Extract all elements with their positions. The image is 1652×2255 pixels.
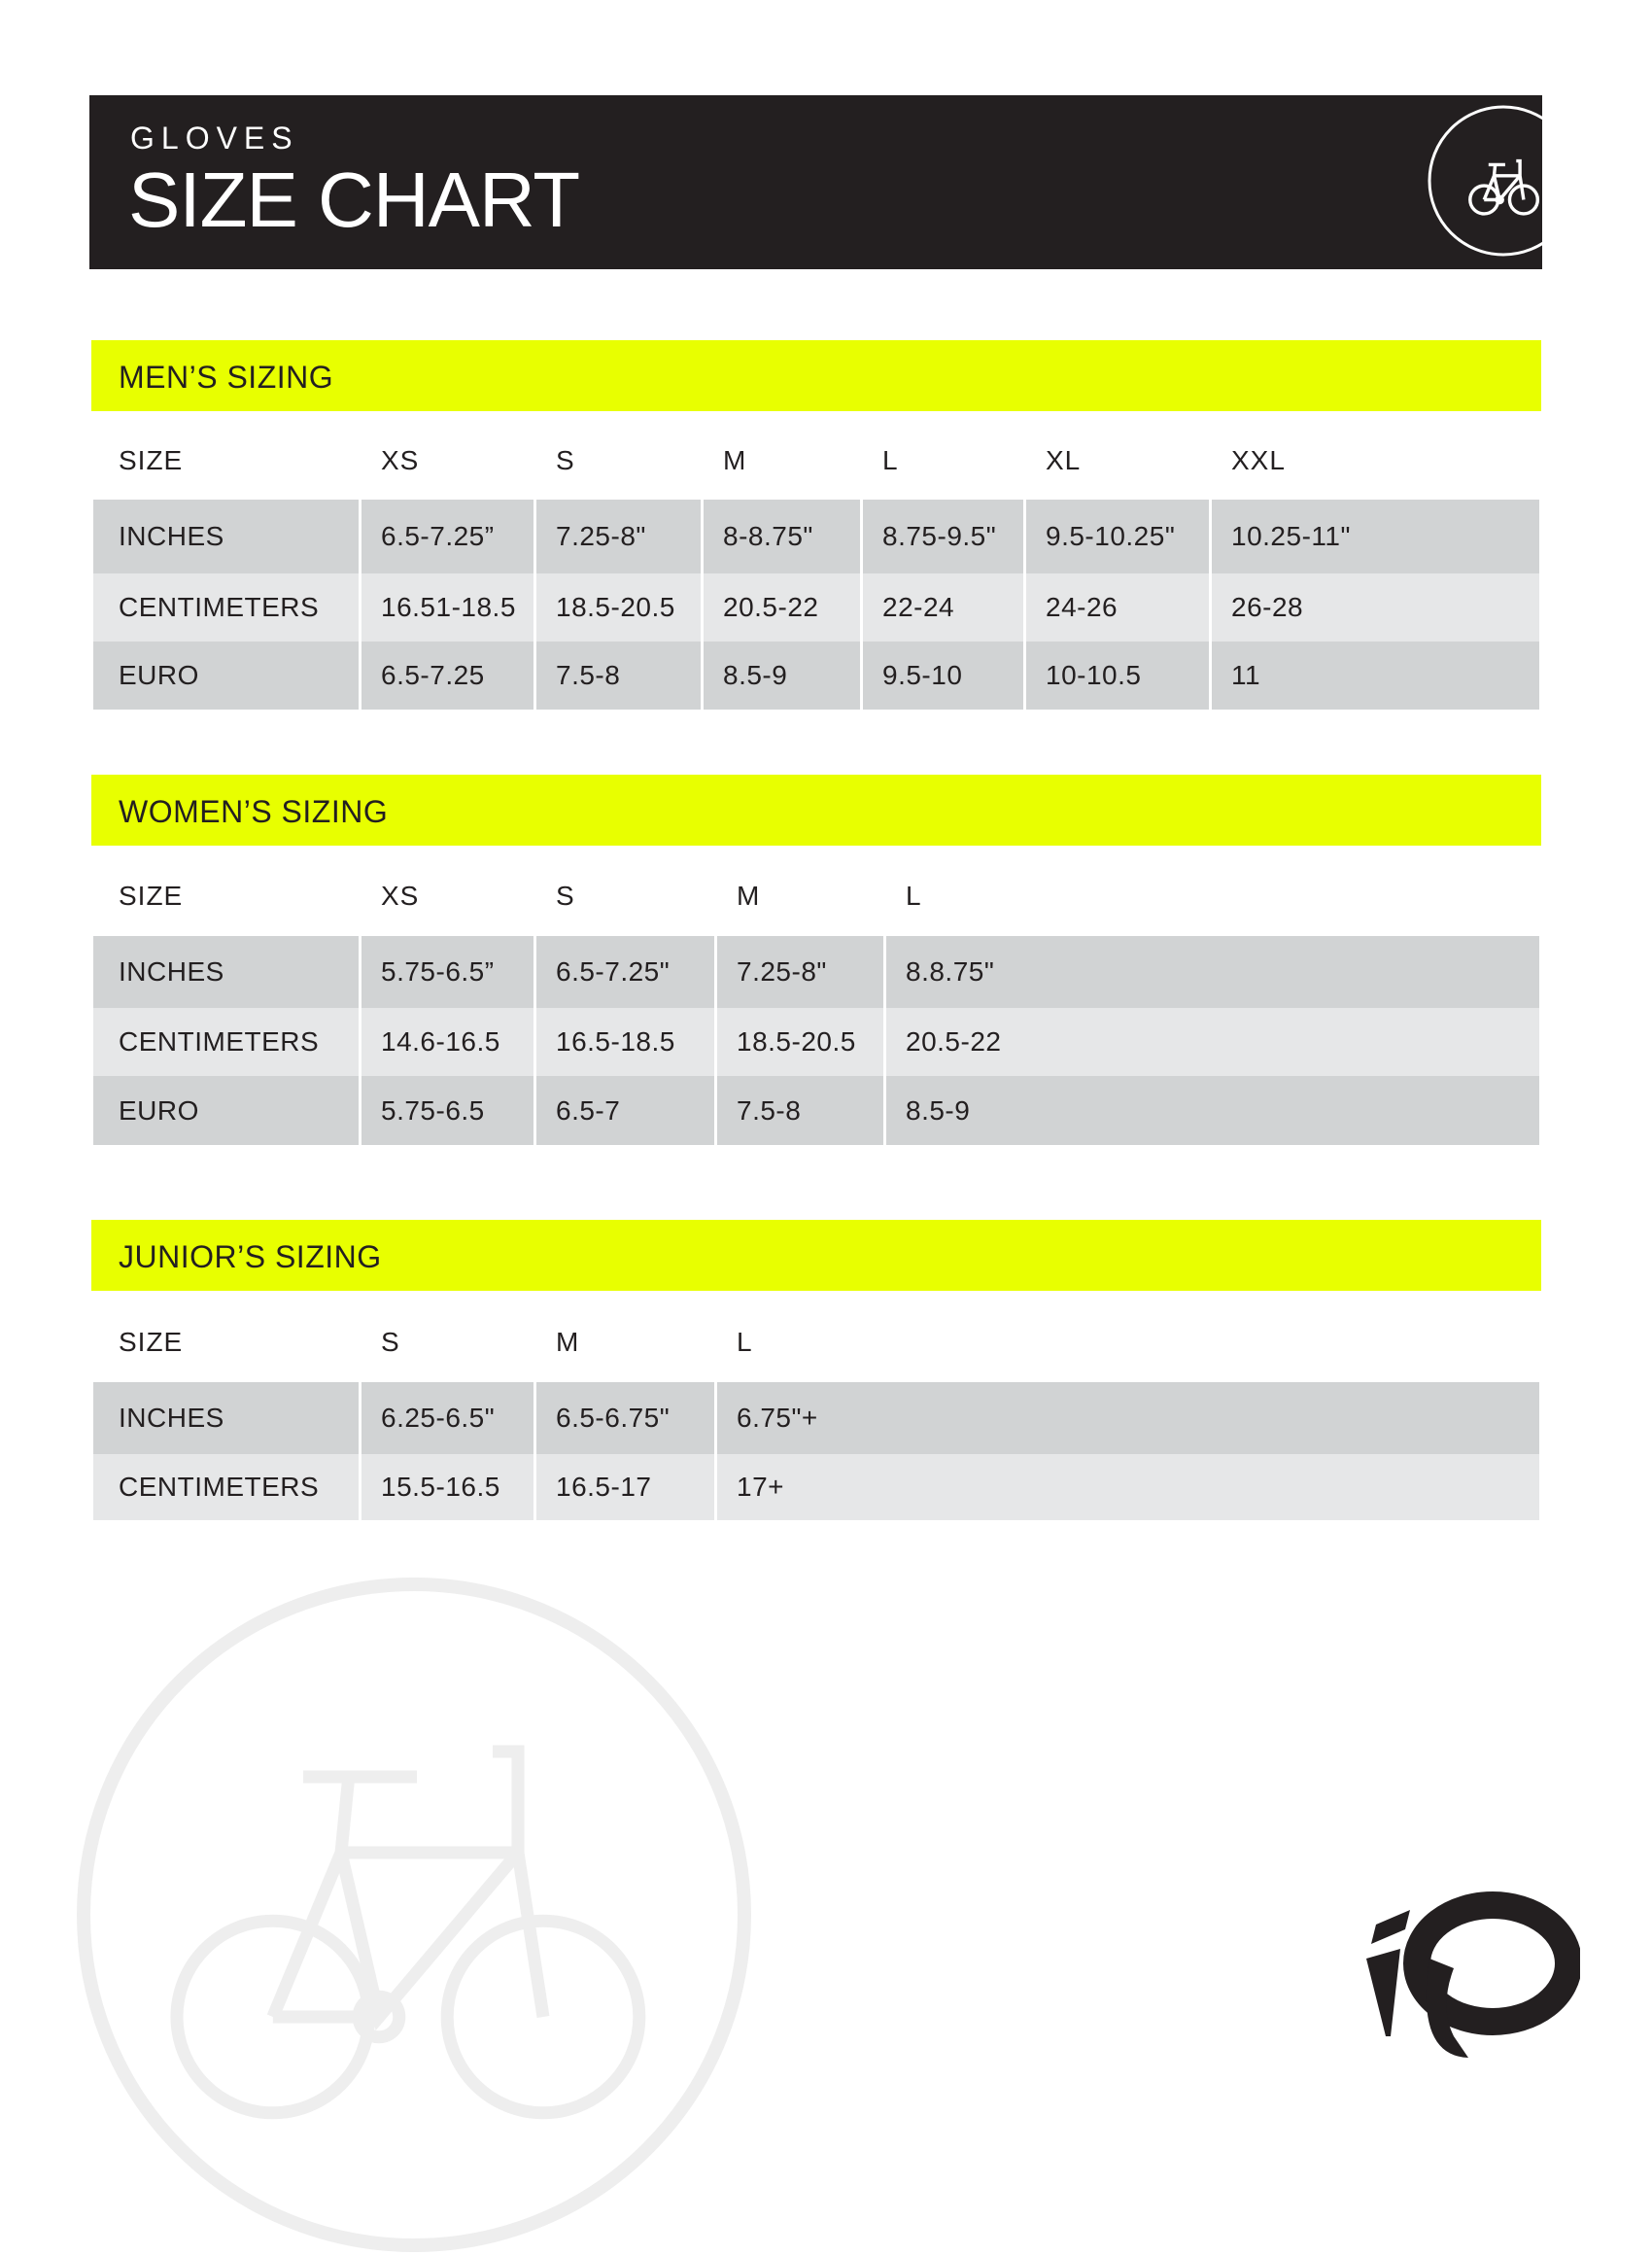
table-cell: 9.5-10	[863, 642, 1023, 710]
table-cell: 7.5-8	[717, 1076, 883, 1145]
table-cell: 5.75-6.5	[361, 1076, 533, 1145]
table-cell: 7.25-8"	[536, 500, 701, 573]
table-cell: 16.51-18.5	[361, 573, 533, 642]
row-label: CENTIMETERS	[93, 573, 359, 642]
row-label: EURO	[93, 1076, 359, 1145]
table-row	[93, 1382, 1539, 1454]
size-column-header: S	[556, 445, 575, 475]
row-label: INCHES	[93, 500, 359, 573]
table-cell: 16.5-17	[536, 1454, 714, 1520]
table-cell: 6.75"+	[717, 1382, 1539, 1454]
row-label: INCHES	[93, 1382, 359, 1454]
table-cell: 5.75-6.5”	[361, 936, 533, 1008]
table-row	[93, 573, 1539, 642]
table-cell: 6.5-7.25”	[361, 500, 533, 573]
womens-section-header	[91, 775, 1541, 846]
size-column-header: XL	[1046, 445, 1082, 475]
size-column-header: M	[723, 445, 747, 475]
table-row	[93, 642, 1539, 710]
size-label: SIZE	[119, 1327, 184, 1357]
header-banner	[89, 95, 1542, 269]
table-cell: 15.5-16.5	[361, 1454, 533, 1520]
table-cell: 16.5-18.5	[536, 1008, 714, 1076]
bicycle-icon	[1426, 103, 1542, 259]
table-cell: 7.5-8	[536, 642, 701, 710]
row-label: INCHES	[93, 936, 359, 1008]
juniors-section-header	[91, 1220, 1541, 1291]
table-cell: 17+	[717, 1454, 1539, 1520]
table-cell: 10-10.5	[1026, 642, 1209, 710]
size-column-header: L	[906, 881, 922, 911]
mens-size-header-row	[93, 445, 1541, 484]
section-title: MEN’S SIZING	[119, 360, 334, 395]
row-label: CENTIMETERS	[93, 1008, 359, 1076]
size-column-header: XS	[381, 881, 420, 911]
table-cell: 18.5-20.5	[536, 573, 701, 642]
size-column-header: XS	[381, 445, 420, 475]
womens-size-header-row	[93, 881, 1541, 919]
size-column-header: M	[737, 881, 761, 911]
size-column-header: L	[882, 445, 899, 475]
table-cell: 14.6-16.5	[361, 1008, 533, 1076]
table-cell: 8-8.75"	[704, 500, 860, 573]
table-cell: 9.5-10.25"	[1026, 500, 1209, 573]
table-cell: 10.25-11"	[1212, 500, 1539, 573]
table-row	[93, 1008, 1539, 1076]
table-cell: 7.25-8"	[717, 936, 883, 1008]
row-label: CENTIMETERS	[93, 1454, 359, 1520]
table-cell: 20.5-22	[886, 1008, 1539, 1076]
table-cell: 26-28	[1212, 573, 1539, 642]
table-cell: 6.25-6.5"	[361, 1382, 533, 1454]
table-cell: 8.5-9	[886, 1076, 1539, 1145]
table-cell: 20.5-22	[704, 573, 860, 642]
table-cell: 24-26	[1026, 573, 1209, 642]
table-row	[93, 1454, 1539, 1520]
brand-logo	[1357, 1891, 1580, 2065]
size-column-header: S	[381, 1327, 400, 1357]
bicycle-watermark-icon	[74, 1575, 754, 2255]
table-cell: 11	[1212, 642, 1539, 710]
mens-section-header	[91, 340, 1541, 411]
table-cell: 6.5-7	[536, 1076, 714, 1145]
table-row	[93, 936, 1539, 1008]
table-row	[93, 1076, 1539, 1145]
size-column-header: L	[737, 1327, 753, 1357]
section-title: JUNIOR’S SIZING	[119, 1239, 382, 1274]
table-cell: 18.5-20.5	[717, 1008, 883, 1076]
size-column-header: M	[556, 1327, 580, 1357]
table-row	[93, 500, 1539, 573]
product-category: GLOVES	[130, 121, 299, 156]
page-title: SIZE CHART	[128, 156, 580, 243]
section-title: WOMEN’S SIZING	[119, 794, 389, 829]
size-column-header: S	[556, 881, 575, 911]
row-label: EURO	[93, 642, 359, 710]
table-cell: 8.75-9.5"	[863, 500, 1023, 573]
size-label: SIZE	[119, 881, 184, 911]
table-cell: 6.5-7.25	[361, 642, 533, 710]
table-cell: 22-24	[863, 573, 1023, 642]
size-label: SIZE	[119, 445, 184, 475]
table-cell: 6.5-6.75"	[536, 1382, 714, 1454]
table-cell: 6.5-7.25"	[536, 936, 714, 1008]
juniors-size-header-row	[93, 1327, 1541, 1366]
table-cell: 8.8.75"	[886, 936, 1539, 1008]
size-column-header: XXL	[1231, 445, 1286, 475]
table-cell: 8.5-9	[704, 642, 860, 710]
